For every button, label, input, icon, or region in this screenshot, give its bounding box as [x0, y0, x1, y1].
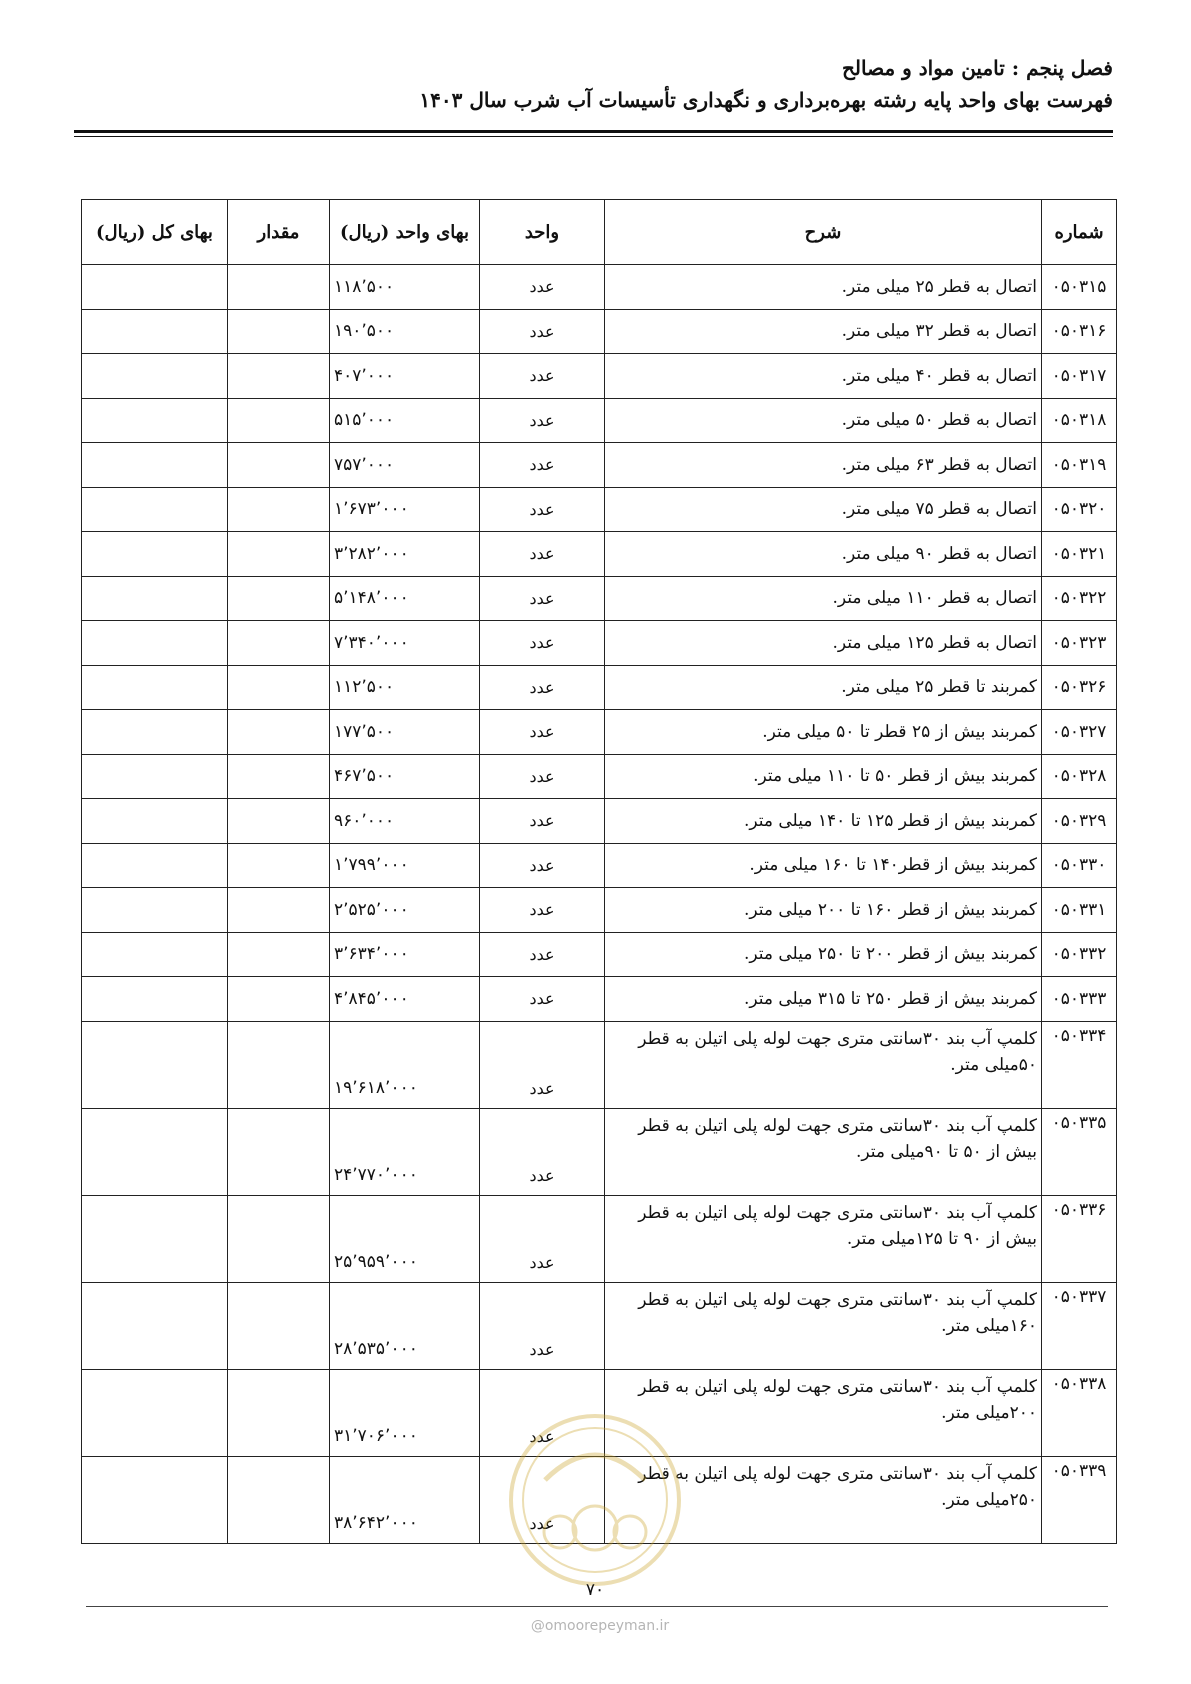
item-description: اتصال به قطر ۶۳ میلی متر. — [605, 443, 1042, 488]
header-unit: واحد — [480, 200, 605, 265]
item-description: کمربند بیش از قطر ۲۵۰ تا ۳۱۵ میلی متر. — [605, 977, 1042, 1022]
item-code: ۰۵۰۳۱۵ — [1042, 265, 1117, 310]
item-total — [82, 1282, 228, 1369]
item-unit-price: ۲۴٬۷۷۰٬۰۰۰ — [330, 1108, 480, 1195]
item-unit-price: ۴۰۷٬۰۰۰ — [330, 354, 480, 399]
item-unit-price: ۷۵۷٬۰۰۰ — [330, 443, 480, 488]
table-header-row — [82, 200, 1117, 265]
item-description: کلمپ آب بند ۳۰سانتی متری جهت لوله پلی اتیلن به قطر ۱۶۰میلی متر. — [605, 1282, 1042, 1369]
item-total — [82, 265, 228, 310]
item-unit-price: ۲۵٬۹۵۹٬۰۰۰ — [330, 1195, 480, 1282]
item-unit: عدد — [480, 265, 605, 310]
item-unit-price: ۳٬۶۳۴٬۰۰۰ — [330, 932, 480, 977]
item-unit: عدد — [480, 1369, 605, 1456]
table-row — [82, 977, 1117, 1022]
item-unit-price: ۷٬۳۴۰٬۰۰۰ — [330, 621, 480, 666]
item-total — [82, 576, 228, 621]
item-total — [82, 799, 228, 844]
table-row — [82, 1369, 1117, 1456]
item-code: ۰۵۰۳۱۸ — [1042, 398, 1117, 443]
item-description: اتصال به قطر ۹۰ میلی متر. — [605, 532, 1042, 577]
item-code: ۰۵۰۳۳۳ — [1042, 977, 1117, 1022]
item-total — [82, 665, 228, 710]
item-unit-price: ۵٬۱۴۸٬۰۰۰ — [330, 576, 480, 621]
item-unit-price: ۱۷۷٬۵۰۰ — [330, 710, 480, 755]
item-unit: عدد — [480, 710, 605, 755]
item-description: کمربند بیش از قطر ۱۲۵ تا ۱۴۰ میلی متر. — [605, 799, 1042, 844]
table-row — [82, 710, 1117, 755]
item-unit: عدد — [480, 932, 605, 977]
item-unit-price: ۱۱۸٬۵۰۰ — [330, 265, 480, 310]
item-quantity — [228, 265, 330, 310]
item-code: ۰۵۰۳۲۶ — [1042, 665, 1117, 710]
page-number: ۷۰ — [585, 1580, 605, 1600]
item-quantity — [228, 398, 330, 443]
item-unit: عدد — [480, 843, 605, 888]
item-total — [82, 710, 228, 755]
item-description: اتصال به قطر ۱۱۰ میلی متر. — [605, 576, 1042, 621]
item-description: کلمپ آب بند ۳۰سانتی متری جهت لوله پلی اتیلن به قطر بیش از ۹۰ تا ۱۲۵میلی متر. — [605, 1195, 1042, 1282]
item-unit: عدد — [480, 398, 605, 443]
item-code: ۰۵۰۳۳۲ — [1042, 932, 1117, 977]
item-code: ۰۵۰۳۳۰ — [1042, 843, 1117, 888]
item-quantity — [228, 1369, 330, 1456]
item-total — [82, 932, 228, 977]
table-row — [82, 354, 1117, 399]
item-description: کمربند بیش از ۲۵ قطر تا ۵۰ میلی متر. — [605, 710, 1042, 755]
item-description: کمربند تا قطر ۲۵ میلی متر. — [605, 665, 1042, 710]
item-unit-price: ۹۶۰٬۰۰۰ — [330, 799, 480, 844]
header-code: شماره — [1042, 200, 1117, 265]
item-total — [82, 1369, 228, 1456]
table-row — [82, 1021, 1117, 1108]
item-unit: عدد — [480, 1282, 605, 1369]
table-row — [82, 799, 1117, 844]
watermark-text: @omoorepeyman.ir — [530, 1618, 670, 1634]
item-quantity — [228, 710, 330, 755]
item-unit: عدد — [480, 1195, 605, 1282]
item-total — [82, 398, 228, 443]
item-quantity — [228, 532, 330, 577]
item-description: اتصال به قطر ۱۲۵ میلی متر. — [605, 621, 1042, 666]
item-quantity — [228, 1195, 330, 1282]
item-unit-price: ۳٬۲۸۲٬۰۰۰ — [330, 532, 480, 577]
item-unit: عدد — [480, 354, 605, 399]
header-description: شرح — [605, 200, 1042, 265]
header-quantity: مقدار — [228, 200, 330, 265]
chapter-title: فصل پنجم : تامین مواد و مصالح — [842, 56, 1113, 80]
item-total — [82, 1195, 228, 1282]
item-code: ۰۵۰۳۲۲ — [1042, 576, 1117, 621]
item-description: کلمپ آب بند ۳۰سانتی متری جهت لوله پلی اتیلن به قطر ۲۵۰میلی متر. — [605, 1456, 1042, 1543]
item-quantity — [228, 932, 330, 977]
item-code: ۰۵۰۳۲۸ — [1042, 754, 1117, 799]
table-row — [82, 487, 1117, 532]
item-description: اتصال به قطر ۲۵ میلی متر. — [605, 265, 1042, 310]
item-total — [82, 1108, 228, 1195]
item-total — [82, 621, 228, 666]
item-quantity — [228, 1456, 330, 1543]
item-unit: عدد — [480, 443, 605, 488]
item-unit: عدد — [480, 1108, 605, 1195]
item-unit: عدد — [480, 309, 605, 354]
item-unit: عدد — [480, 487, 605, 532]
table-row — [82, 932, 1117, 977]
header-rule-thin — [74, 136, 1113, 137]
item-description: اتصال به قطر ۵۰ میلی متر. — [605, 398, 1042, 443]
item-unit-price: ۴۶۷٬۵۰۰ — [330, 754, 480, 799]
item-unit-price: ۳۸٬۶۴۲٬۰۰۰ — [330, 1456, 480, 1543]
item-total — [82, 309, 228, 354]
table-row — [82, 888, 1117, 933]
item-description: کمربند بیش از قطر ۵۰ تا ۱۱۰ میلی متر. — [605, 754, 1042, 799]
item-total — [82, 354, 228, 399]
item-unit: عدد — [480, 621, 605, 666]
item-description: کمربند بیش از قطر ۱۶۰ تا ۲۰۰ میلی متر. — [605, 888, 1042, 933]
item-total — [82, 754, 228, 799]
item-total — [82, 1456, 228, 1543]
item-unit-price: ۵۱۵٬۰۰۰ — [330, 398, 480, 443]
item-unit-price: ۲۸٬۵۳۵٬۰۰۰ — [330, 1282, 480, 1369]
item-code: ۰۵۰۳۳۹ — [1042, 1456, 1117, 1543]
item-unit-price: ۱٬۶۷۳٬۰۰۰ — [330, 487, 480, 532]
item-quantity — [228, 754, 330, 799]
item-total — [82, 532, 228, 577]
item-quantity — [228, 354, 330, 399]
header-rule-thick — [74, 130, 1113, 133]
item-code: ۰۵۰۳۲۳ — [1042, 621, 1117, 666]
table-row — [82, 265, 1117, 310]
item-unit-price: ۱٬۷۹۹٬۰۰۰ — [330, 843, 480, 888]
item-quantity — [228, 1108, 330, 1195]
item-quantity — [228, 977, 330, 1022]
item-description: کلمپ آب بند ۳۰سانتی متری جهت لوله پلی اتیلن به قطر ۲۰۰میلی متر. — [605, 1369, 1042, 1456]
item-unit: عدد — [480, 977, 605, 1022]
item-description: اتصال به قطر ۳۲ میلی متر. — [605, 309, 1042, 354]
page-header — [74, 52, 1113, 116]
item-total — [82, 843, 228, 888]
document-subtitle: فهرست بهای واحد پایه رشته بهره‌برداری و نگهداری تأسیسات آب شرب سال ۱۴۰۳ — [419, 88, 1113, 112]
item-unit: عدد — [480, 1456, 605, 1543]
table-row — [82, 1195, 1117, 1282]
item-quantity — [228, 576, 330, 621]
item-description: اتصال به قطر ۷۵ میلی متر. — [605, 487, 1042, 532]
item-unit: عدد — [480, 799, 605, 844]
item-quantity — [228, 309, 330, 354]
table-row — [82, 665, 1117, 710]
header-total: بهای کل (ریال) — [82, 200, 228, 265]
item-unit: عدد — [480, 1021, 605, 1108]
item-quantity — [228, 443, 330, 488]
item-unit: عدد — [480, 754, 605, 799]
item-total — [82, 487, 228, 532]
item-total — [82, 977, 228, 1022]
item-description: کلمپ آب بند ۳۰سانتی متری جهت لوله پلی اتیلن به قطر بیش از ۵۰ تا ۹۰میلی متر. — [605, 1108, 1042, 1195]
item-total — [82, 1021, 228, 1108]
table-row — [82, 309, 1117, 354]
table-row — [82, 621, 1117, 666]
item-description: کمربند بیش از قطر۱۴۰ تا ۱۶۰ میلی متر. — [605, 843, 1042, 888]
item-code: ۰۵۰۳۳۸ — [1042, 1369, 1117, 1456]
item-unit: عدد — [480, 576, 605, 621]
table-row — [82, 532, 1117, 577]
table-row — [82, 443, 1117, 488]
table-row — [82, 1282, 1117, 1369]
item-quantity — [228, 888, 330, 933]
item-unit: عدد — [480, 888, 605, 933]
item-code: ۰۵۰۳۲۱ — [1042, 532, 1117, 577]
item-unit-price: ۱۹۰٬۵۰۰ — [330, 309, 480, 354]
item-code: ۰۵۰۳۳۵ — [1042, 1108, 1117, 1195]
item-code: ۰۵۰۳۳۱ — [1042, 888, 1117, 933]
item-code: ۰۵۰۳۱۶ — [1042, 309, 1117, 354]
price-list-table — [81, 199, 1117, 1544]
item-description: کمربند بیش از قطر ۲۰۰ تا ۲۵۰ میلی متر. — [605, 932, 1042, 977]
item-unit-price: ۲٬۵۲۵٬۰۰۰ — [330, 888, 480, 933]
item-total — [82, 443, 228, 488]
item-quantity — [228, 843, 330, 888]
item-unit: عدد — [480, 532, 605, 577]
item-code: ۰۵۰۳۳۴ — [1042, 1021, 1117, 1108]
item-code: ۰۵۰۳۲۰ — [1042, 487, 1117, 532]
item-description: کلمپ آب بند ۳۰سانتی متری جهت لوله پلی اتیلن به قطر ۵۰میلی متر. — [605, 1021, 1042, 1108]
item-code: ۰۵۰۳۳۶ — [1042, 1195, 1117, 1282]
item-quantity — [228, 621, 330, 666]
item-unit: عدد — [480, 665, 605, 710]
header-unit-price: بهای واحد (ریال) — [330, 200, 480, 265]
item-description: اتصال به قطر ۴۰ میلی متر. — [605, 354, 1042, 399]
item-total — [82, 888, 228, 933]
item-quantity — [228, 665, 330, 710]
item-quantity — [228, 799, 330, 844]
table-row — [82, 754, 1117, 799]
table-body — [82, 265, 1117, 1544]
item-code: ۰۵۰۳۱۷ — [1042, 354, 1117, 399]
table-row — [82, 843, 1117, 888]
item-unit-price: ۴٬۸۴۵٬۰۰۰ — [330, 977, 480, 1022]
table-row — [82, 1108, 1117, 1195]
item-code: ۰۵۰۳۲۹ — [1042, 799, 1117, 844]
item-unit-price: ۱۹٬۶۱۸٬۰۰۰ — [330, 1021, 480, 1108]
item-code: ۰۵۰۳۲۷ — [1042, 710, 1117, 755]
item-code: ۰۵۰۳۳۷ — [1042, 1282, 1117, 1369]
table-row — [82, 398, 1117, 443]
table-row — [82, 576, 1117, 621]
footer-rule — [86, 1606, 1108, 1607]
table-row — [82, 1456, 1117, 1543]
item-unit-price: ۱۱۲٬۵۰۰ — [330, 665, 480, 710]
item-code: ۰۵۰۳۱۹ — [1042, 443, 1117, 488]
item-unit-price: ۳۱٬۷۰۶٬۰۰۰ — [330, 1369, 480, 1456]
item-quantity — [228, 1021, 330, 1108]
item-quantity — [228, 487, 330, 532]
item-quantity — [228, 1282, 330, 1369]
